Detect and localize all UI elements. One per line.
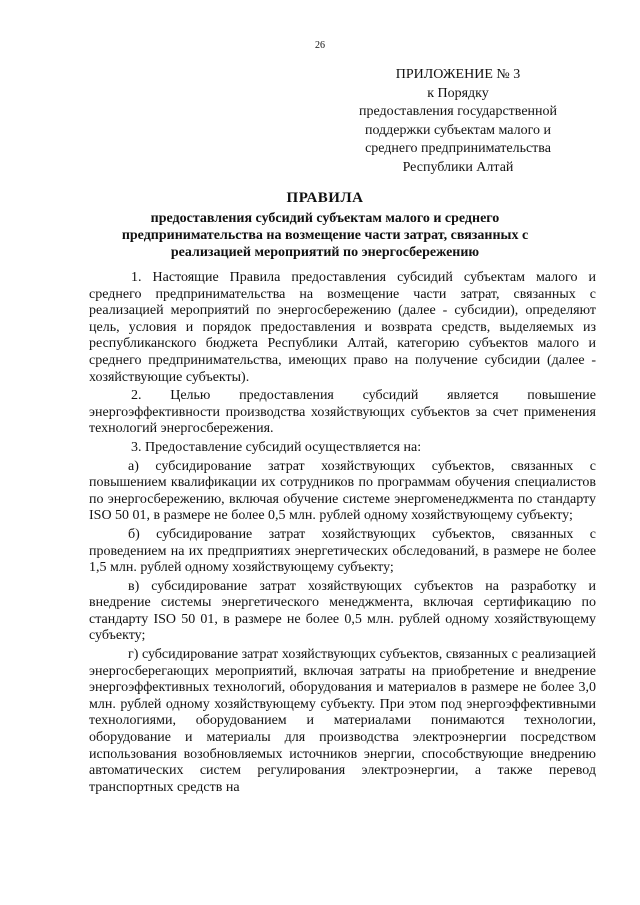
title-main: ПРАВИЛА (286, 190, 364, 206)
appendix-line: предоставления государственной (358, 104, 558, 120)
paragraph-3d: г) субсидирование затрат хозяйствующих субъектов, связанных с реализацией энергосберегающих мероприятий, включая затраты на приобретение и внедрение энергоэффективных технологий, оборудования и материалов в размере не более 3,0 млн. рублей одному хозяйствующему субъекту. При этом под энергоэффективными технологиями, оборудованием и материалами понимаются технологии, оборудование и материалы для производства электроэнергии посредством использования возобновляемых источников энергии, способствующие внедрению автоматических систем регулирования электроэнергии, а также перевод транспортных средств на (89, 647, 596, 795)
paragraph-1: 1. Настоящие Правила предоставления субсидий субъектам малого и среднего предпринимательства на возмещение части затрат, связанных с реализацией мероприятий по энергосбережению (далее - субсидии), определяют цель, условия и порядок предоставления и возврата средств, выделяемых из республиканского бюджета Республики Алтай, категорию субъектов малого и среднего предпринимательства, имеющих право на получение субсидии (далее - хозяйствующие субъекты). (89, 270, 596, 385)
paragraph-3: 3. Предоставление субсидий осуществляется на: (131, 439, 422, 455)
appendix-line: ПРИЛОЖЕНИЕ № 3 (395, 67, 521, 82)
document-body (89, 270, 596, 798)
paragraph-3b: б) субсидирование затрат хозяйствующих субъектов, связанных с проведением на их предприятиях энергетических обследований, в размере не более 1,5 млн. рублей одному хозяйствующему субъекту; (89, 526, 596, 576)
page-number: 26 (315, 40, 325, 51)
paragraph-3a: а) субсидирование затрат хозяйствующих субъектов, связанных с повышением квалификации их сотрудников по программам обучения специалистов по энергосбережению, включая обучение системе энергоменеджмента по стандарту ISO 50 01, в размере не более 0,5 млн. рублей одному хозяйствующему субъекту; (89, 458, 596, 524)
appendix-line: к Порядку (427, 85, 489, 101)
appendix-line: среднего предпринимательства (365, 141, 551, 157)
title-subtitle: предоставления субсидий субъектам малого и среднего предпринимательства на возмещение части затрат, связанных с реализацией мероприятий по энергосбережению (121, 211, 529, 260)
paragraph-3c: в) субсидирование затрат хозяйствующих субъектов на разработку и внедрение системы энергетического менеджмента, включая сертификацию по стандарту ISO 50 01, в размере не более 0,5 млн. рублей одному хозяйствующему субъекту; (89, 578, 596, 644)
paragraph-2: 2. Целью предоставления субсидий является повышение энергоэффективности производства хозяйствующих субъектов за счет применения технологий энергосбережения. (89, 388, 596, 437)
appendix-line: Республики Алтай (402, 159, 514, 175)
appendix-line: поддержки субъектам малого и (364, 122, 552, 138)
appendix-header (338, 66, 578, 178)
document-title (120, 190, 530, 261)
